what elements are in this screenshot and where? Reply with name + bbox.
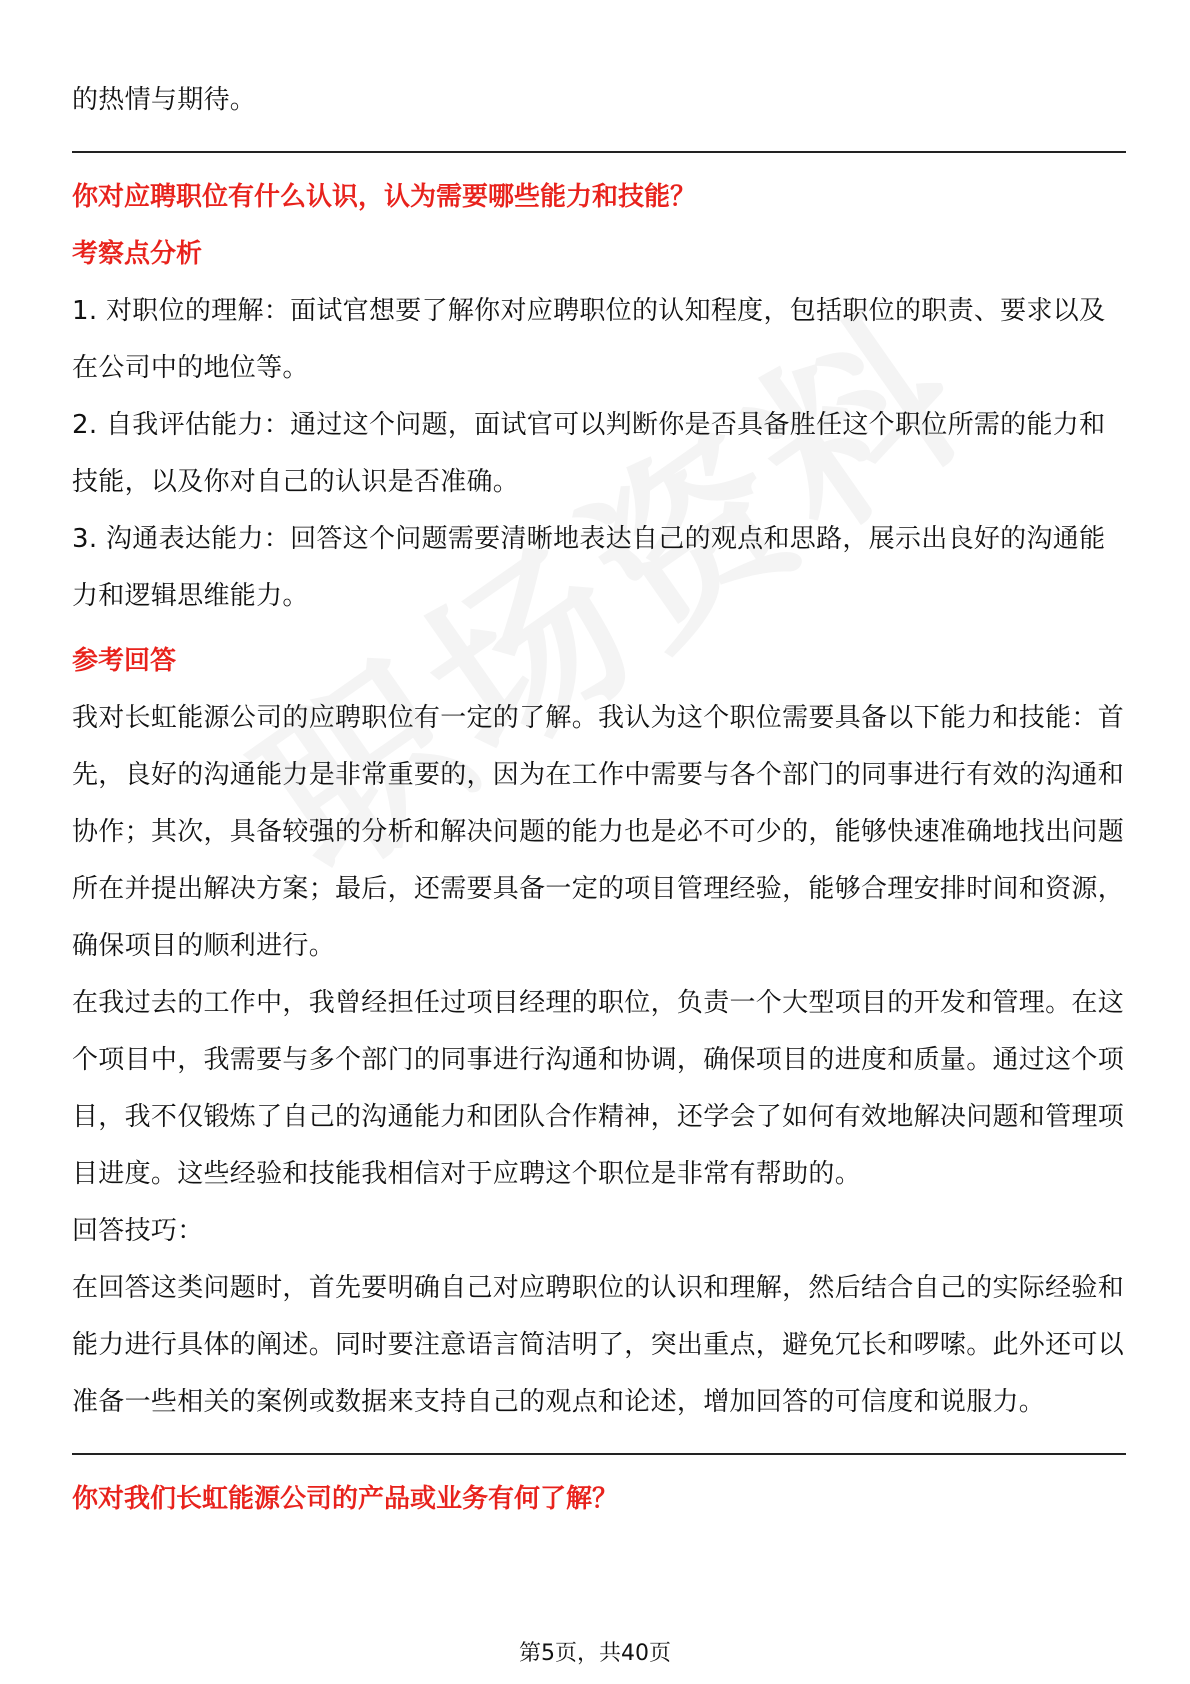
analysis-item: 2. 自我评估能力：通过这个问题，面试官可以判断你是否具备胜任这个职位所需的能力和技能，以及你对自己的认识是否准确。: [72, 410, 1106, 497]
page-number: 第5页，共40页: [519, 1641, 671, 1666]
question-heading: 你对应聘职位有什么认识，认为需要哪些能力和技能？: [72, 182, 697, 212]
analysis-heading: 考察点分析: [72, 239, 203, 269]
intro-tail-text: 的热情与期待。: [72, 85, 257, 115]
analysis-item: 1. 对职位的理解：面试官想要了解你对应聘职位的认知程度，包括职位的职责、要求以及在公司中的地位等。: [72, 296, 1106, 383]
tips-label: 回答技巧：: [72, 1216, 204, 1246]
answer-paragraph: 在我过去的工作中，我曾经担任过项目经理的职位，负责一个大型项目的开发和管理。在这个项目中，我需要与多个部门的同事进行沟通和协调，确保项目的进度和质量。通过这个项目，我不仅锻炼了自己的沟通能力和团队合作精神，还学会了如何有效地解决问题和管理项目进度。这些经验和技能我相信对于应聘这个职位是非常有帮助的。: [72, 988, 1125, 1189]
analysis-item: 3. 沟通表达能力：回答这个问题需要清晰地表达自己的观点和思路，展示出良好的沟通能力和逻辑思维能力。: [72, 524, 1106, 611]
question-heading: 你对我们长虹能源公司的产品或业务有何了解？: [72, 1484, 619, 1514]
tips-text: 在回答这类问题时，首先要明确自己对应聘职位的认识和理解，然后结合自己的实际经验和能力进行具体的阐述。同时要注意语言简洁明了，突出重点，避免冗长和啰嗦。此外还可以准备一些相关的案例或数据来支持自己的观点和论述，增加回答的可信度和说服力。: [72, 1273, 1125, 1417]
section-divider: [72, 151, 1126, 153]
answer-paragraph: 我对长虹能源公司的应聘职位有一定的了解。我认为这个职位需要具备以下能力和技能：首先，良好的沟通能力是非常重要的，因为在工作中需要与各个部门的同事进行有效的沟通和协作；其次，具备较强的分析和解决问题的能力也是必不可少的，能够快速准确地找出问题所在并提出解决方案；最后，还需要具备一定的项目管理经验，能够合理安排时间和资源，确保项目的顺利进行。: [72, 703, 1125, 961]
section-divider: [72, 1453, 1126, 1455]
page-content: [72, 72, 1126, 1528]
answer-heading: 参考回答: [72, 646, 177, 676]
